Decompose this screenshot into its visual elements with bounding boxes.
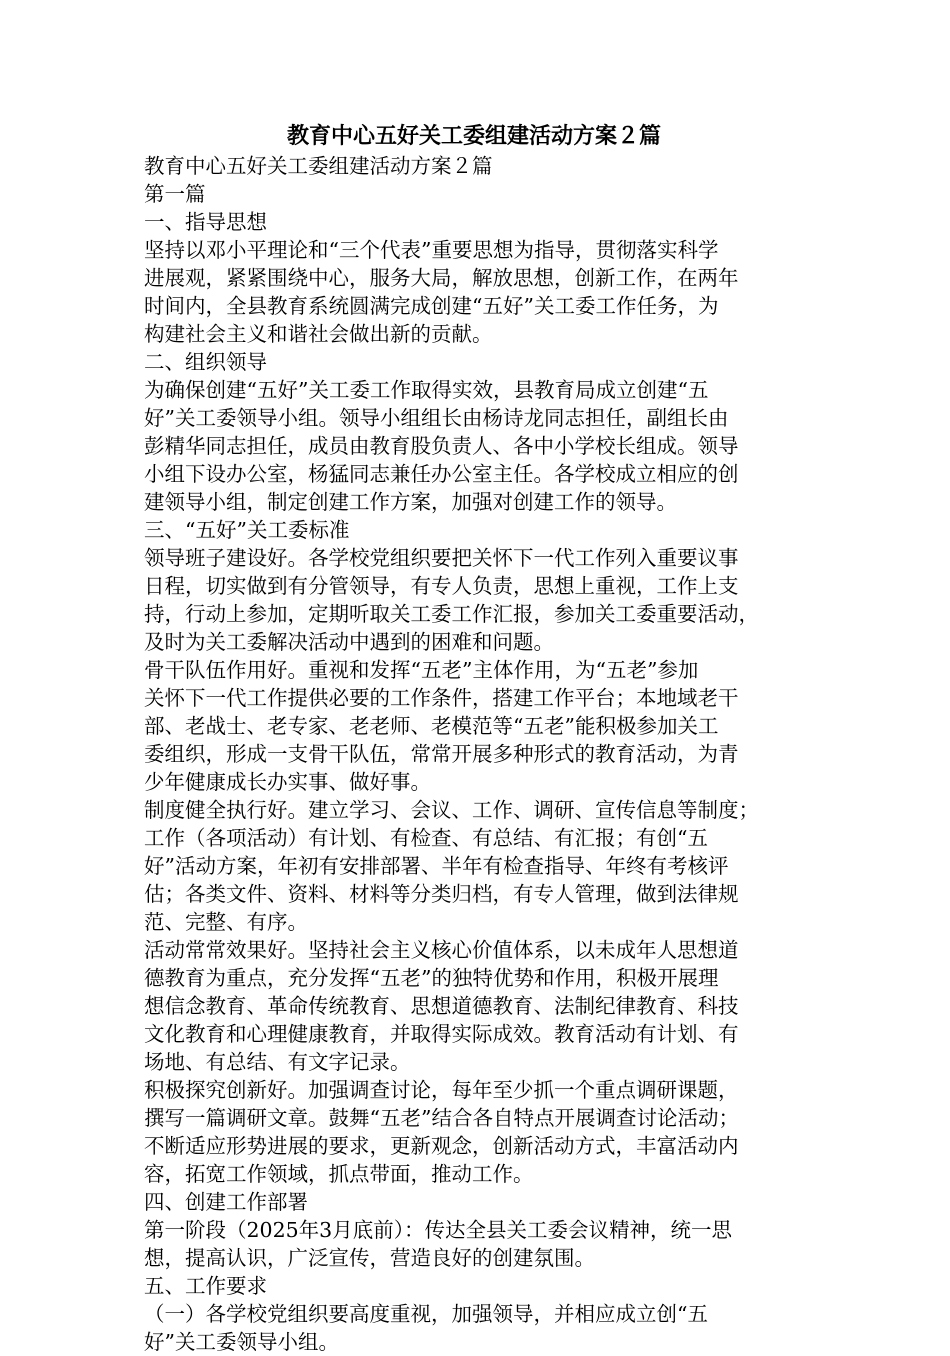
text-line: 第一篇 xyxy=(144,182,206,206)
text-line: 进展观，紧紧围绕中心，服务大局，解放思想，创新工作，在两年 xyxy=(144,266,739,290)
text-line: 五、工作要求 xyxy=(144,1274,267,1298)
document-body xyxy=(144,152,804,1356)
text-line: 容，拓宽工作领域，抓点带面，推动工作。 xyxy=(144,1162,534,1186)
text-line: 德教育为重点，充分发挥“五老”的独特优势和作用，积极开展理 xyxy=(144,966,719,990)
text-line: 时间内，全县教育系统圆满完成创建“五好”关工委工作任务，为 xyxy=(144,294,719,318)
text-line: 教育中心五好关工委组建活动方案２篇 xyxy=(144,154,493,178)
text-line: 想信念教育、革命传统教育、思想道德教育、法制纪律教育、科技 xyxy=(144,994,739,1018)
text-line: 持，行动上参加，定期听取关工委工作汇报，参加关工委重要活动， xyxy=(144,602,759,626)
text-line: 好”关工委领导小组。 xyxy=(144,1330,339,1354)
text-line: 活动常常效果好。坚持社会主义核心价值体系，以未成年人思想道 xyxy=(144,938,739,962)
text-line: 彭精华同志担任，成员由教育股负责人、各中小学校长组成。领导 xyxy=(144,434,739,458)
text-line: 领导班子建设好。各学校党组织要把关怀下一代工作列入重要议事 xyxy=(144,546,739,570)
text-line: 积极探究创新好。加强调查讨论，每年至少抓一个重点调研课题， xyxy=(144,1078,739,1102)
text-line: 坚持以邓小平理论和“三个代表”重要思想为指导，贯彻落实科学 xyxy=(144,238,719,262)
text-line: 想，提高认识，广泛宣传，营造良好的创建氛围。 xyxy=(144,1246,595,1270)
text-line: 关怀下一代工作提供必要的工作条件，搭建工作平台；本地域老干 xyxy=(144,686,739,710)
text-line: 好”关工委领导小组。领导小组组长由杨诗龙同志担任，副组长由 xyxy=(144,406,729,430)
text-line: 好”活动方案，年初有安排部署、半年有检查指导、年终有考核评 xyxy=(144,854,729,878)
text-line: 估；各类文件、资料、材料等分类归档，有专人管理，做到法律规 xyxy=(144,882,739,906)
text-line: 范、完整、有序。 xyxy=(144,910,308,934)
text-line: 三、“五好”关工委标准 xyxy=(144,518,350,542)
text-line: 为确保创建“五好”关工委工作取得实效，县教育局成立创建“五 xyxy=(144,378,709,402)
text-line: 第一阶段（2025年3月底前）：传达全县关工委会议精神，统一思 xyxy=(144,1218,732,1242)
text-line: 不断适应形势进展的要求，更新观念，创新活动方式，丰富活动内 xyxy=(144,1134,739,1158)
text-line: 一、指导思想 xyxy=(144,210,267,234)
text-line: 委组织，形成一支骨干队伍，常常开展多种形式的教育活动，为青 xyxy=(144,742,739,766)
text-line: 文化教育和心理健康教育，并取得实际成效。教育活动有计划、有 xyxy=(144,1022,739,1046)
text-line: 四、创建工作部署 xyxy=(144,1190,308,1214)
document-title: 教育中心五好关工委组建活动方案２篇 xyxy=(286,123,661,149)
text-line: 部、老战士、老专家、老老师、老模范等“五老”能积极参加关工 xyxy=(144,714,719,738)
text-line: （一）各学校党组织要高度重视，加强领导，并相应成立创“五 xyxy=(144,1302,708,1326)
text-line: 小组下设办公室，杨猛同志兼任办公室主任。各学校成立相应的创 xyxy=(144,462,739,486)
document-page xyxy=(144,120,804,1356)
text-line: 构建社会主义和谐社会做出新的贡献。 xyxy=(144,322,493,346)
text-line: 制度健全执行好。建立学习、会议、工作、调研、宣传信息等制度； xyxy=(144,798,759,822)
text-line: 工作（各项活动）有计划、有检查、有总结、有汇报；有创“五 xyxy=(144,826,708,850)
text-line: 及时为关工委解决活动中遇到的困难和问题。 xyxy=(144,630,554,654)
text-line: 日程，切实做到有分管领导，有专人负责，思想上重视，工作上支 xyxy=(144,574,739,598)
text-line: 场地、有总结、有文字记录。 xyxy=(144,1050,411,1074)
text-line: 少年健康成长办实事、做好事。 xyxy=(144,770,431,794)
text-line: 骨干队伍作用好。重视和发挥“五老”主体作用，为“五老”参加 xyxy=(144,658,699,682)
text-line: 撰写一篇调研文章。鼓舞“五老”结合各自特点开展调查讨论活动； xyxy=(144,1106,739,1130)
text-line: 二、组织领导 xyxy=(144,350,267,374)
text-line: 建领导小组，制定创建工作方案，加强对创建工作的领导。 xyxy=(144,490,677,514)
